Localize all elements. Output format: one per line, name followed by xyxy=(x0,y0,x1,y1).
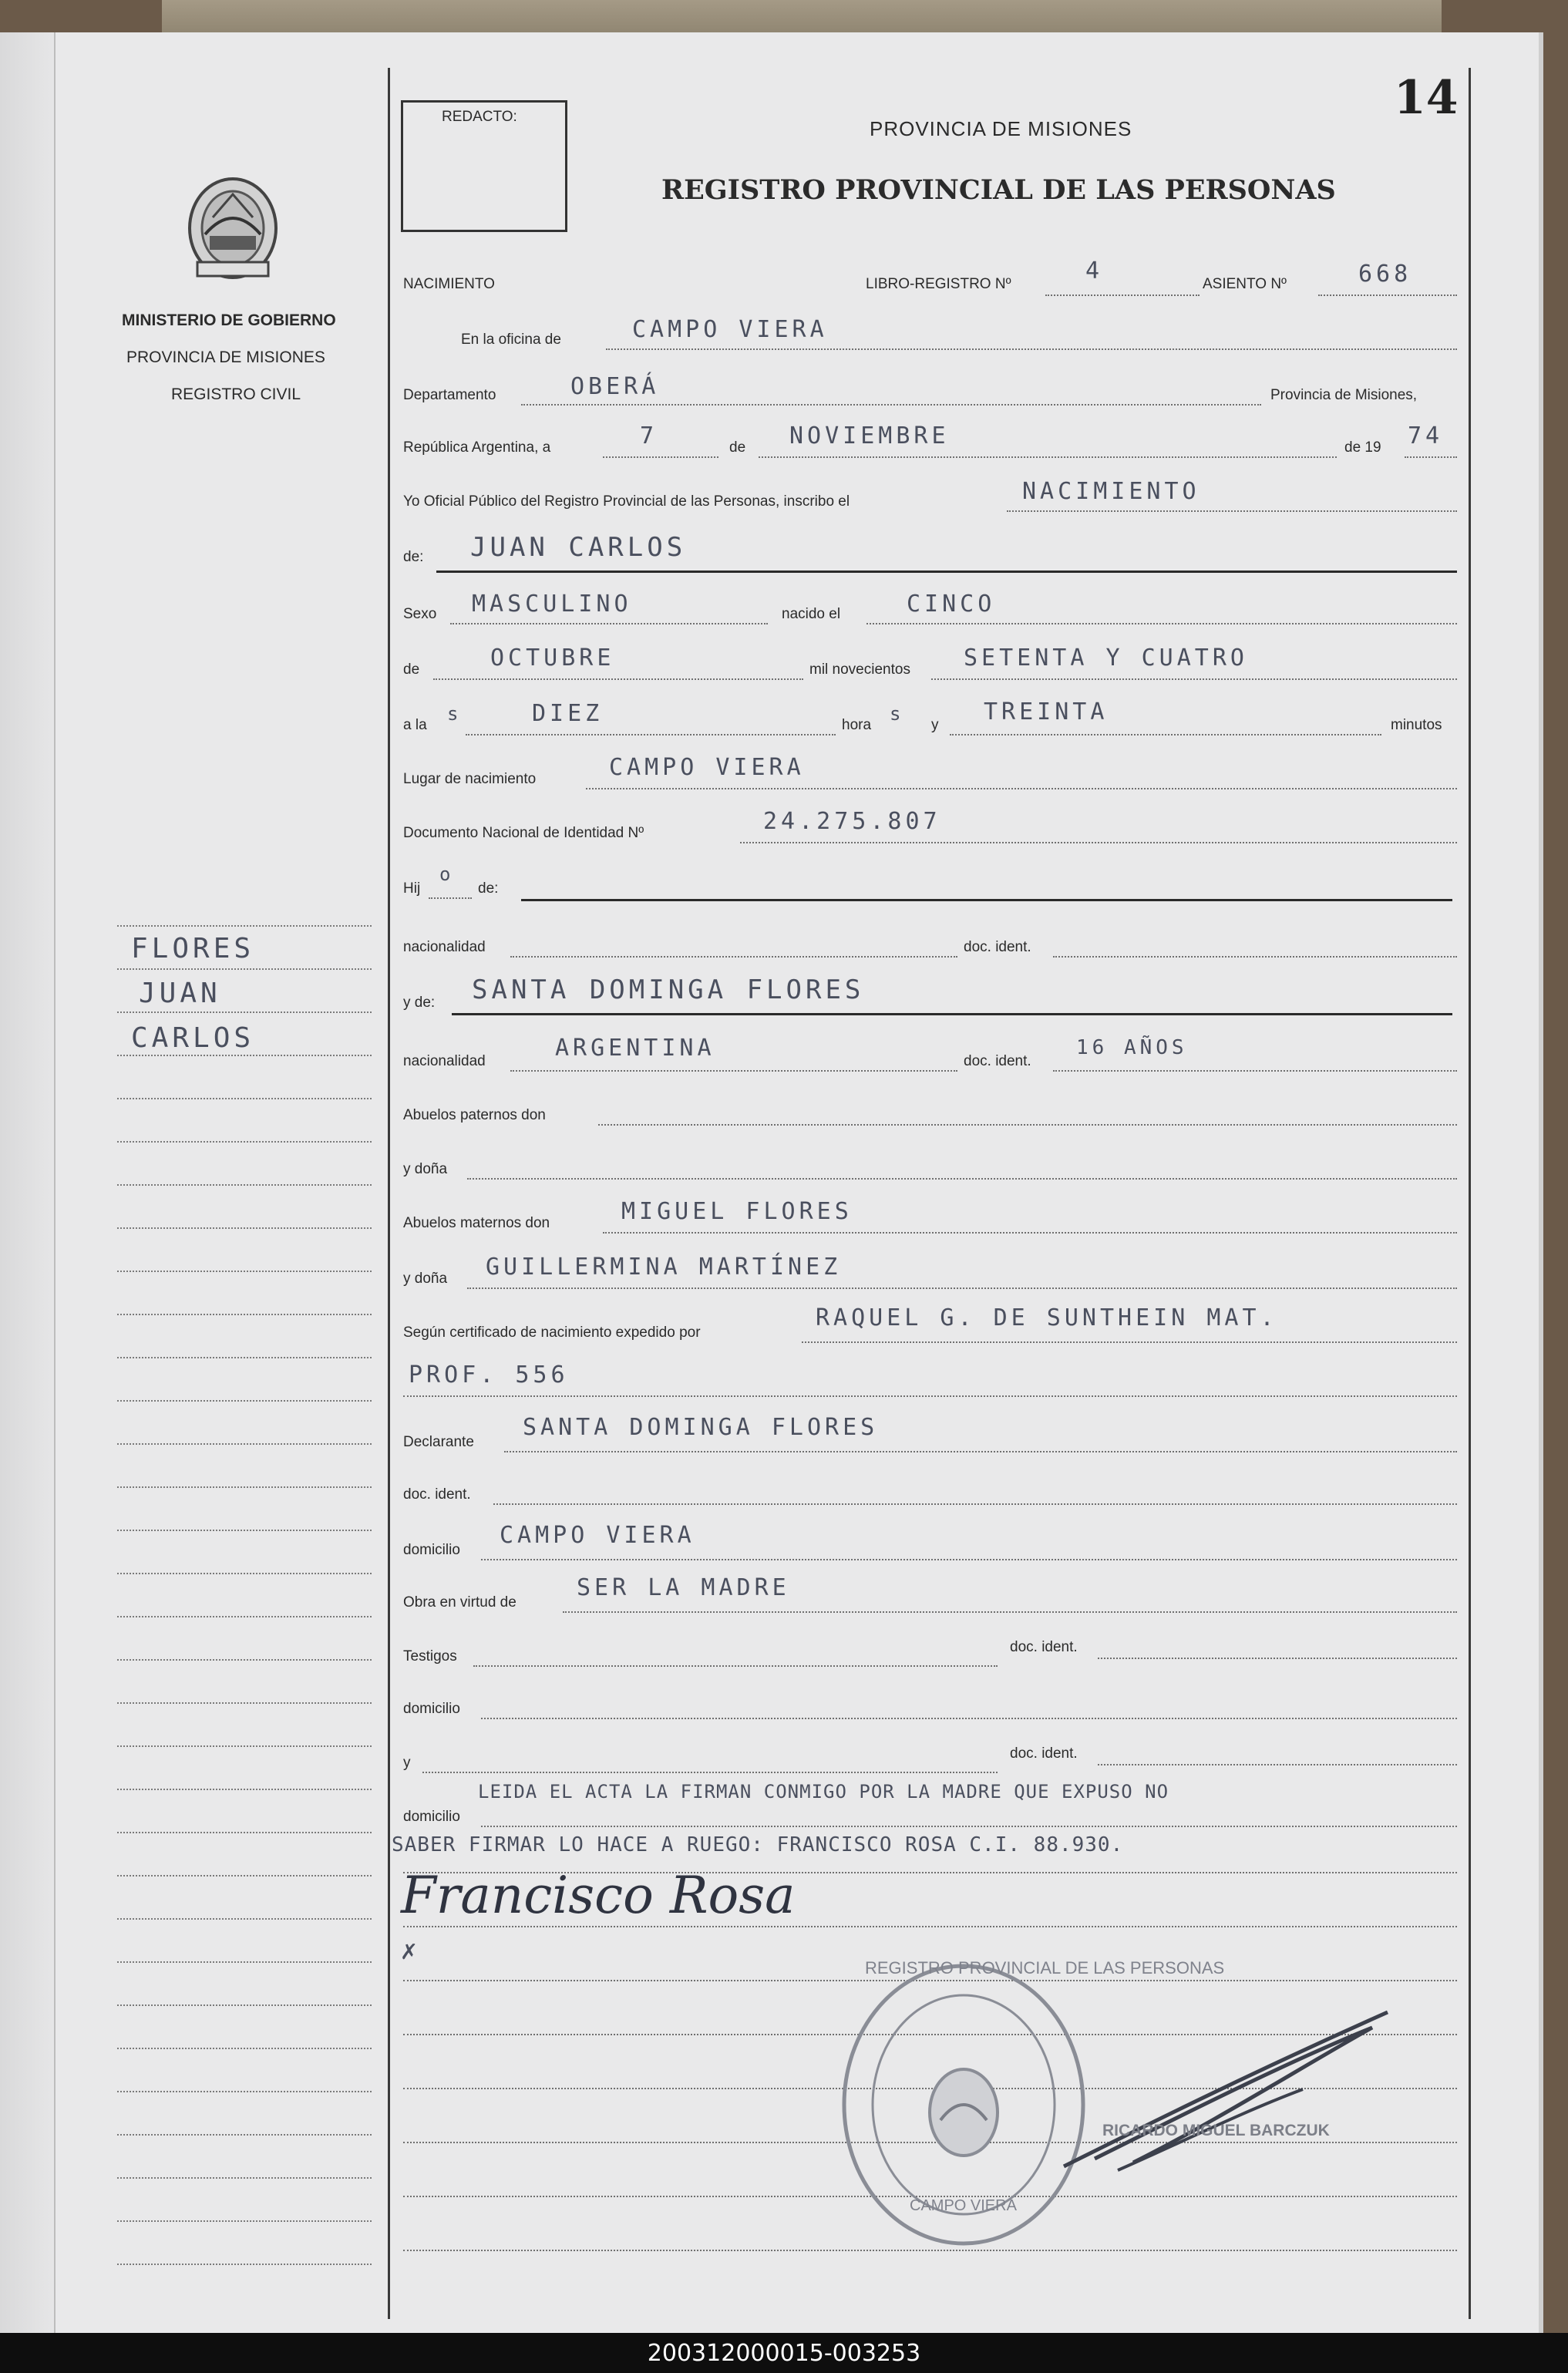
label-minutos: minutos xyxy=(1391,717,1442,733)
dotted-line xyxy=(481,1718,1457,1719)
declarant-signature: Francisco Rosa xyxy=(401,1866,796,1925)
margin-rule xyxy=(117,1573,372,1574)
label-y: y xyxy=(931,717,939,733)
margin-rule xyxy=(117,2177,372,2179)
dotted-line xyxy=(1053,1070,1457,1072)
label-asiento: ASIENTO Nº xyxy=(1203,276,1287,292)
margin-rule xyxy=(117,2048,372,2049)
label-de-padre: de: xyxy=(478,880,499,897)
value-hora: DIEZ xyxy=(532,700,604,727)
ministry-line1: MINISTERIO DE GOBIERNO xyxy=(122,311,336,329)
dotted-line xyxy=(473,1665,998,1667)
label-domicilio-final: domicilio xyxy=(403,1809,460,1825)
margin-rule xyxy=(117,1357,372,1358)
label-doc-ident: doc. ident. xyxy=(964,939,1031,955)
dotted-line xyxy=(467,1178,1457,1180)
label-y-dona-p: y doña xyxy=(403,1161,448,1177)
dotted-line xyxy=(403,1926,1457,1927)
label-nacionalidad-madre: nacionalidad xyxy=(403,1053,486,1069)
dotted-line xyxy=(504,1451,1457,1452)
label-yo-oficial: Yo Oficial Público del Registro Provincial de las Personas, inscribo el xyxy=(403,493,850,510)
label-departamento: Departamento xyxy=(403,387,496,403)
value-mes: NOVIEMBRE xyxy=(789,422,950,449)
margin-rule xyxy=(117,1443,372,1445)
dotted-line xyxy=(1007,510,1457,512)
dotted-line xyxy=(1045,295,1200,296)
dotted-line xyxy=(493,1503,1457,1505)
margin-rule xyxy=(117,1184,372,1186)
margin-rule xyxy=(117,1400,372,1402)
value-hora-suf: s xyxy=(890,703,905,725)
dotted-line xyxy=(433,678,803,680)
value-hora-pre: s xyxy=(447,703,463,725)
dotted-line xyxy=(802,1341,1457,1343)
margin-secondname: CARLOS xyxy=(131,1022,255,1054)
dotted-line xyxy=(1405,456,1457,458)
dotted-line xyxy=(521,404,1261,406)
value-hij: o xyxy=(439,863,455,885)
margin-rule xyxy=(117,1055,372,1056)
value-nacido: CINCO xyxy=(907,591,996,618)
dotted-line xyxy=(1098,1764,1457,1765)
margin-rule xyxy=(117,1141,372,1143)
redacto-label: REDACTO: xyxy=(442,109,517,125)
value-lugar: CAMPO VIERA xyxy=(609,754,805,781)
dotted-line xyxy=(429,897,472,899)
margin-rule xyxy=(117,1530,372,1531)
mother-underline xyxy=(452,1013,1452,1015)
value-anio: 74 xyxy=(1408,422,1444,449)
value-nac-madre: ARGENTINA xyxy=(555,1035,715,1062)
header-province: PROVINCIA DE MISIONES xyxy=(870,117,1132,140)
label-nacionalidad: nacionalidad xyxy=(403,939,486,955)
dotted-line xyxy=(481,1826,1457,1827)
value-dni: 24.275.807 xyxy=(763,808,941,835)
value-oficina: CAMPO VIERA xyxy=(632,316,828,343)
dotted-line xyxy=(422,1772,998,1773)
value-anio-nac: SETENTA Y CUATRO xyxy=(964,645,1248,672)
value-doc-madre: 16 AÑOS xyxy=(1076,1036,1188,1059)
dotted-line xyxy=(1053,956,1457,958)
label-abuelos-paternos: Abuelos paternos don xyxy=(403,1107,546,1123)
value-minutos: TREINTA xyxy=(984,698,1109,725)
label-y-dona-m: y doña xyxy=(403,1271,448,1287)
label-hij: Hij xyxy=(403,880,421,897)
margin-rule xyxy=(117,1616,372,1617)
margin-firstname: JUAN xyxy=(139,978,221,1009)
label-de: de xyxy=(729,439,746,456)
label-dni: Documento Nacional de Identidad Nº xyxy=(403,825,644,841)
margin-rule xyxy=(117,1271,372,1272)
stamp-text: REGISTRO PROVINCIAL DE LAS PERSONAS xyxy=(865,1958,1225,1978)
book-spine xyxy=(162,0,1442,37)
misiones-emblem xyxy=(182,171,284,287)
label-libro: LIBRO-REGISTRO Nº xyxy=(866,276,1011,292)
official-name: RICARDO MIGUEL BARCZUK xyxy=(1102,2122,1330,2139)
dotted-line xyxy=(606,348,1457,350)
dotted-line xyxy=(450,623,768,624)
label-doc-ident-madre: doc. ident. xyxy=(964,1053,1031,1069)
label-y-de: y de: xyxy=(403,995,436,1011)
header-registry: REGISTRO PROVINCIAL DE LAS PERSONAS xyxy=(661,174,1336,206)
value-certificado: RAQUEL G. DE SUNTHEIN MAT. xyxy=(816,1304,1278,1331)
page-number: 14 xyxy=(1394,71,1459,125)
dotted-line xyxy=(481,1559,1457,1560)
value-mes-nac: OCTUBRE xyxy=(490,645,615,672)
label-oficina: En la oficina de xyxy=(461,332,561,348)
label-nacido: nacido el xyxy=(782,606,841,622)
dotted-line xyxy=(950,734,1381,735)
dotted-line xyxy=(759,456,1337,458)
margin-rule xyxy=(117,1961,372,1963)
label-segun: Según certificado de nacimiento expedido por xyxy=(403,1325,701,1341)
label-de-mes: de xyxy=(403,661,420,678)
label-de-nombre: de: xyxy=(403,549,424,565)
margin-rule xyxy=(117,2220,372,2222)
label-mil: mil novecientos xyxy=(809,661,910,678)
redacto-box xyxy=(401,100,567,232)
margin-rule xyxy=(117,1659,372,1661)
dotted-line xyxy=(931,678,1457,680)
dotted-line xyxy=(510,956,957,958)
dotted-line xyxy=(586,788,1457,789)
label-hora: hora xyxy=(842,717,872,733)
margin-rule xyxy=(117,1486,372,1488)
margin-surname: FLORES xyxy=(131,933,255,964)
father-underline xyxy=(521,899,1452,901)
ministry-line2: PROVINCIA DE MISIONES xyxy=(126,348,325,366)
margin-rule xyxy=(117,1702,372,1704)
margin-rule xyxy=(117,1011,372,1013)
value-dia: 7 xyxy=(640,422,658,449)
margin-rule xyxy=(117,2264,372,2265)
value-nota1: LEIDA EL ACTA LA FIRMAN CONMIGO POR LA MADRE QUE EXPUSO NO xyxy=(478,1781,1169,1802)
label-domicilio: domicilio xyxy=(403,1542,460,1558)
registry-page xyxy=(0,32,1543,2333)
dotted-line xyxy=(1318,295,1457,296)
ministry-line3: REGISTRO CIVIL xyxy=(171,385,301,403)
margin-rule xyxy=(117,925,372,927)
label-declarante: Declarante xyxy=(403,1434,474,1450)
previous-page-edge xyxy=(0,32,56,2333)
margin-rule xyxy=(117,1098,372,1099)
label-y-testigo: y xyxy=(403,1755,411,1771)
label-doc-ident-testigo: doc. ident. xyxy=(1010,1639,1078,1655)
value-nombre: JUAN CARLOS xyxy=(470,532,687,563)
label-obra: Obra en virtud de xyxy=(403,1594,516,1611)
label-lugar: Lugar de nacimiento xyxy=(403,771,537,787)
dotted-line xyxy=(403,1395,1457,1397)
label-provincia: Provincia de Misiones, xyxy=(1270,387,1418,403)
stamp-place: CAMPO VIERA xyxy=(910,2197,1017,2214)
value-obra: SER LA MADRE xyxy=(577,1574,790,1601)
dotted-line xyxy=(563,1611,1457,1613)
dotted-line xyxy=(603,456,718,458)
label-testigos: Testigos xyxy=(403,1648,457,1664)
margin-rule xyxy=(117,1227,372,1229)
value-departamento: OBERÁ xyxy=(570,373,660,400)
dotted-line xyxy=(1098,1658,1457,1659)
margin-rule xyxy=(117,968,372,970)
margin-rule xyxy=(117,2091,372,2092)
column-divider xyxy=(388,68,390,2319)
dotted-line xyxy=(466,734,836,735)
dotted-line xyxy=(467,1287,1457,1289)
margin-rule xyxy=(117,1918,372,1920)
margin-rule xyxy=(117,1314,372,1315)
margin-rule xyxy=(117,1789,372,1790)
name-underline xyxy=(436,571,1457,573)
label-abuelos-maternos: Abuelos maternos don xyxy=(403,1215,550,1231)
margin-rule xyxy=(117,2004,372,2006)
label-sexo: Sexo xyxy=(403,606,437,622)
label-nacimiento: NACIMIENTO xyxy=(403,276,495,292)
margin-rule xyxy=(117,1875,372,1877)
label-domicilio-testigo: domicilio xyxy=(403,1701,460,1717)
margin-rule xyxy=(117,1745,372,1747)
value-certificado2: PROF. 556 xyxy=(409,1362,569,1388)
dotted-line xyxy=(510,1070,957,1072)
dotted-line xyxy=(598,1124,1457,1126)
label-republica: República Argentina, a xyxy=(403,439,551,456)
signature-mark: ✗ xyxy=(401,1935,421,1966)
value-asiento: 668 xyxy=(1358,261,1412,288)
document-id: 200312000015-003253 xyxy=(647,2340,921,2367)
value-madre: SANTA DOMINGA FLORES xyxy=(472,974,865,1005)
official-signature xyxy=(1048,2004,1403,2190)
right-border xyxy=(1469,68,1471,2319)
value-libro: 4 xyxy=(1085,257,1104,284)
margin-rule xyxy=(117,1832,372,1833)
margin-rule xyxy=(117,2134,372,2136)
value-abuelo-m: MIGUEL FLORES xyxy=(621,1198,853,1225)
label-doc-ident-testigo2: doc. ident. xyxy=(1010,1745,1078,1762)
value-nota2: SABER FIRMAR LO HACE A RUEGO: FRANCISCO ROSA C.I. 88.930. xyxy=(392,1833,1124,1856)
dotted-line xyxy=(603,1232,1457,1234)
value-acto: NACIMIENTO xyxy=(1022,478,1200,505)
label-de19: de 19 xyxy=(1344,439,1381,456)
value-domicilio: CAMPO VIERA xyxy=(500,1522,695,1549)
label-doc-ident-declarante: doc. ident. xyxy=(403,1486,471,1503)
dotted-line xyxy=(740,842,1457,843)
dotted-line xyxy=(866,623,1457,624)
label-a-la: a la xyxy=(403,717,427,733)
value-sexo: MASCULINO xyxy=(472,591,632,618)
value-declarante: SANTA DOMINGA FLORES xyxy=(523,1414,879,1441)
value-abuela-m: GUILLERMINA MARTÍNEZ xyxy=(486,1254,842,1281)
